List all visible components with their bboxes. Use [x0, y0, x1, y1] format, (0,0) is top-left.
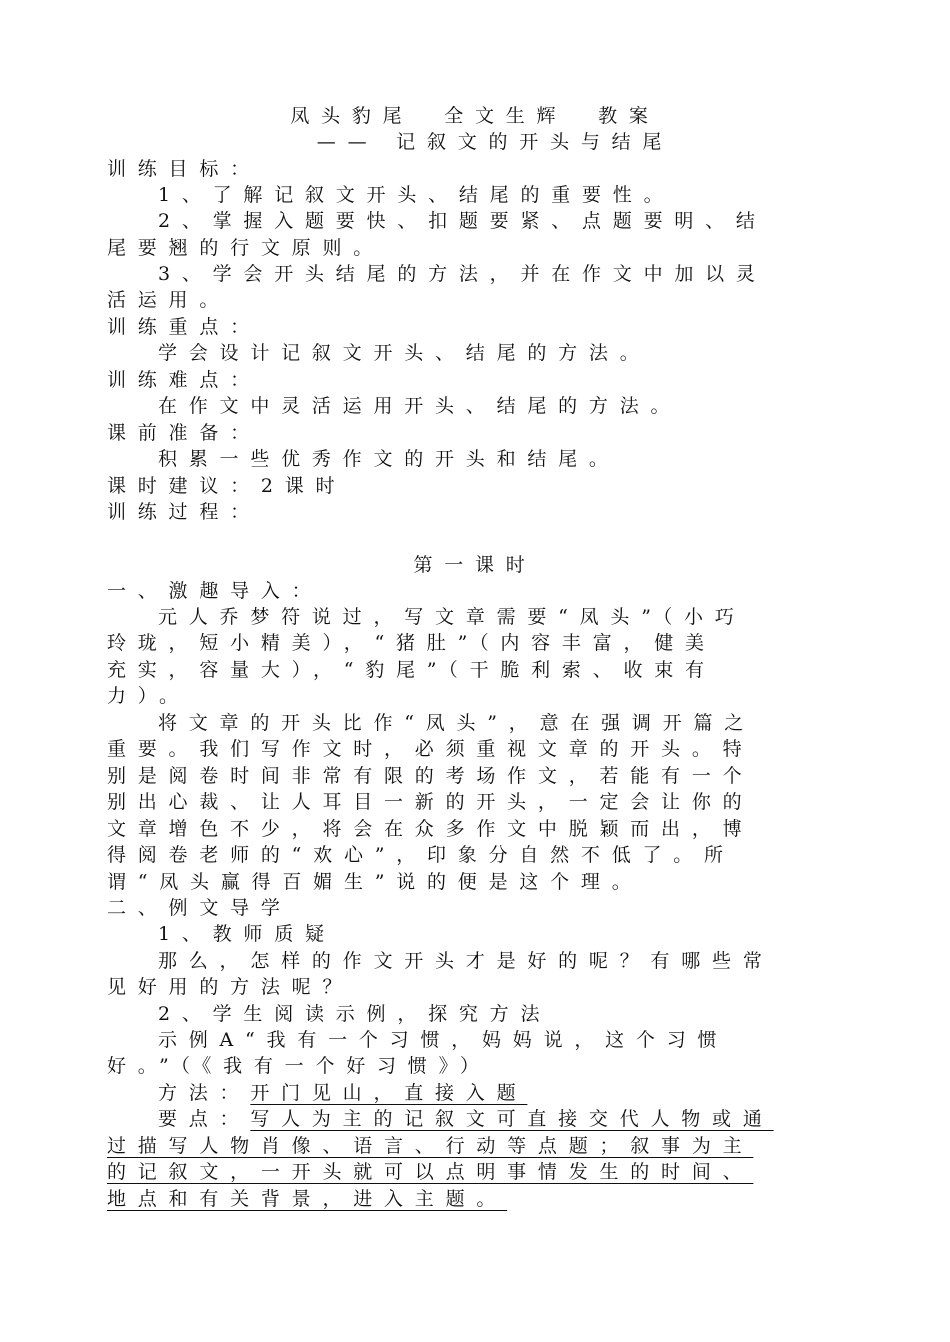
prep-heading: 课前准备： — [107, 422, 261, 444]
s1-p1-line: 力）。 — [107, 685, 190, 707]
example-a-line: 示例A“我有一个习惯，妈妈说，这个习惯 — [158, 1029, 729, 1051]
lesson-title: 第一课时 — [413, 554, 537, 576]
s1-p2-line: 得阅卷老师的“欢心”，印象分自然不低了。所 — [107, 844, 735, 866]
s2-sub1: 1、教师质疑 — [158, 923, 336, 945]
section2-heading: 二、例文导学 — [107, 897, 292, 919]
process-heading: 训练过程： — [107, 501, 261, 523]
s1-p1-line: 充实，容量大），“豹尾”（干脆利索、收束有 — [107, 659, 716, 681]
method-line — [158, 1080, 883, 1106]
s2-question-line: 见好用的方法呢？ — [107, 976, 354, 998]
s1-p1-line: 元人乔梦符说过，写文章需要“凤头”（小巧 — [158, 606, 746, 628]
goal-item-3: 3、学会开头结尾的方法，并在作文中加以灵 — [158, 263, 767, 285]
keypoint-line — [158, 1106, 883, 1132]
keypoint-text: 过描写人物肖像、语言、行动等点题；叙事为主 — [107, 1135, 754, 1157]
goal-item-1: 1、了解记叙文开头、结尾的重要性。 — [158, 184, 675, 206]
method-label: 方法： — [158, 1082, 251, 1104]
doc-subtitle: —— 记叙文的开头与结尾 — [316, 131, 674, 153]
keypoint-text: 的记叙文，一开头就可以点明事情发生的时间、 — [107, 1161, 754, 1183]
goal-item-2: 2、掌握入题要快、扣题要紧、点题要明、结 — [158, 210, 767, 232]
s1-p2-line: 别出心裁、让人耳目一新的开头，一定会让你的 — [107, 791, 754, 813]
s1-p2-line: 谓“凤头赢得百媚生”说的便是这个理。 — [107, 871, 643, 893]
goals-heading: 训练目标： — [107, 158, 261, 180]
doc-title: 凤头豹尾 全文生辉 教案 — [290, 105, 660, 127]
difficulty-text: 在作文中灵活运用开头、结尾的方法。 — [158, 395, 682, 417]
s1-p2-line: 将文章的开头比作“凤头”，意在强调开篇之 — [158, 712, 756, 734]
s2-sub2: 2、学生阅读示例，探究方法 — [158, 1003, 552, 1025]
focus-heading: 训练重点： — [107, 316, 261, 338]
s1-p2-line: 重要。我们写作文时，必须重视文章的开头。特 — [107, 738, 754, 760]
method-text: 开门见山，直接入题 — [250, 1082, 528, 1104]
goal-item-3-cont: 活运用。 — [107, 289, 231, 311]
focus-text: 学会设计记叙文开头、结尾的方法。 — [158, 342, 651, 364]
keypoint-text: 地点和有关背景，进入主题。 — [107, 1188, 508, 1210]
section1-heading: 一、激趣导入： — [107, 580, 323, 602]
s2-question-line: 那么，怎样的作文开头才是好的呢？有哪些常 — [158, 950, 774, 972]
s1-p2-line: 文章增色不少，将会在众多作文中脱颖而出，博 — [107, 818, 754, 840]
hours-line: 课时建议：2课时 — [107, 475, 347, 497]
prep-text: 积累一些优秀作文的开头和结尾。 — [158, 448, 620, 470]
difficulty-heading: 训练难点： — [107, 369, 261, 391]
s1-p1-line: 玲珑，短小精美），“猪肚”（内容丰富，健美 — [107, 632, 716, 654]
keypoint-label: 要点： — [158, 1108, 251, 1130]
goal-item-2-cont: 尾要翘的行文原则。 — [107, 237, 385, 259]
s1-p2-line: 别是阅卷时间非常有限的考场作文，若能有一个 — [107, 765, 754, 787]
example-a-line: 好。”（《我有一个好习惯》） — [107, 1055, 491, 1077]
keypoint-text: 写人为主的记叙文可直接交代人物或通 — [250, 1108, 774, 1130]
